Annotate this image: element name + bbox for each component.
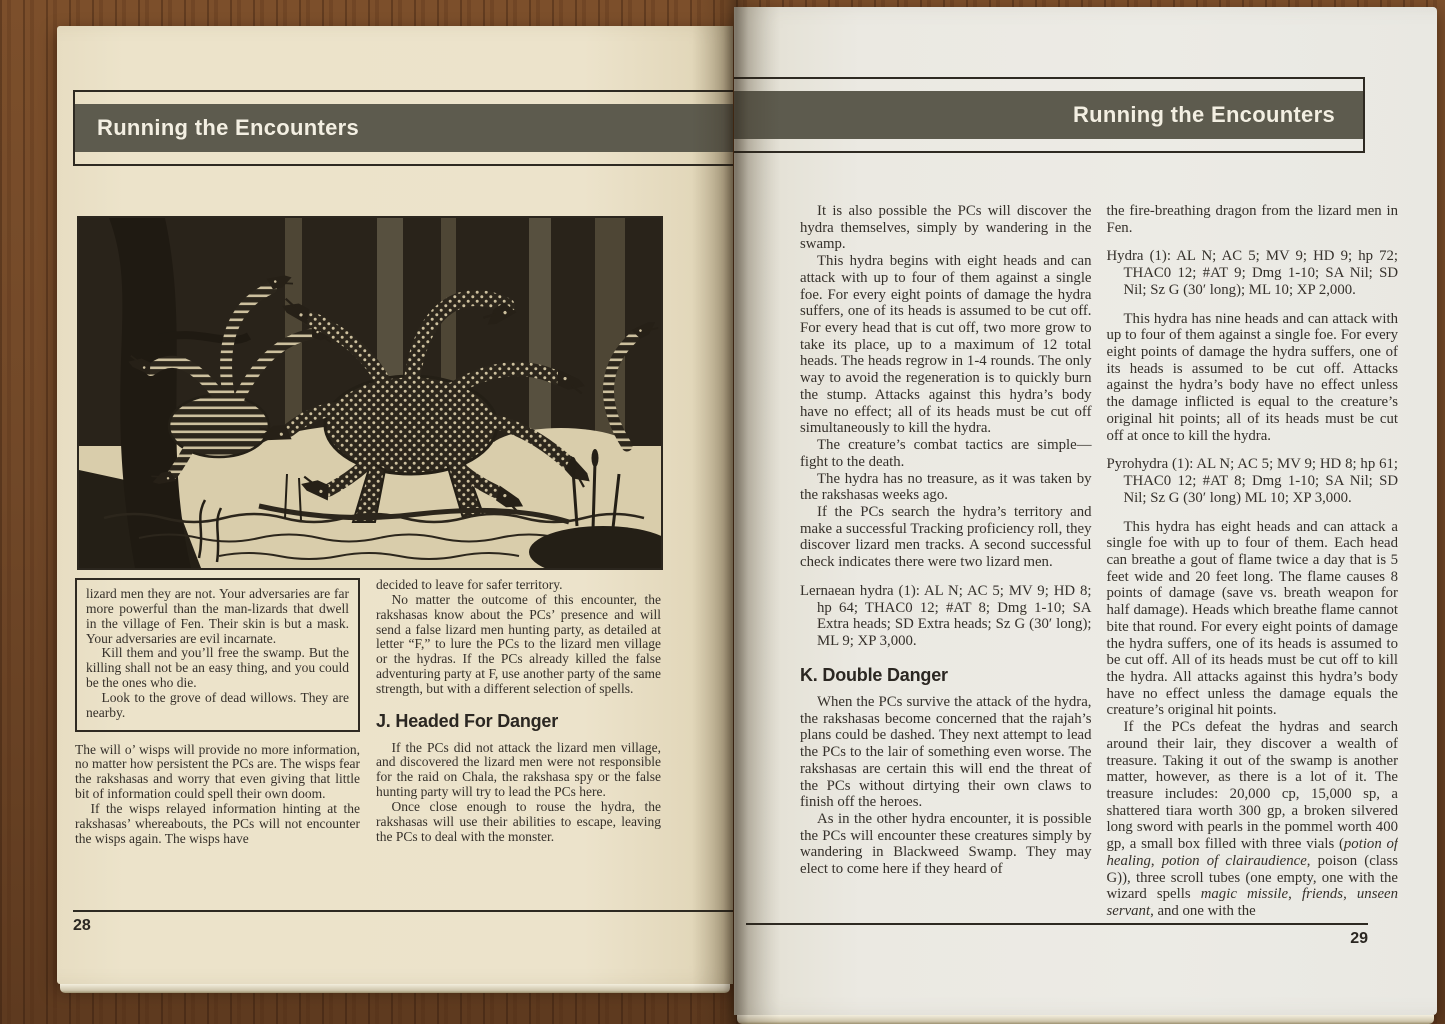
body-paragraph: The hydra has no treasure, as it was taken by the rakshasas weeks ago. xyxy=(800,470,1092,504)
right-page-column-1 xyxy=(800,203,1092,919)
right-page-header-band xyxy=(734,77,1365,153)
running-heading-right: Running the Encounters xyxy=(1072,102,1335,127)
body-paragraph: The creature’s combat tactics are simple—fight to the death. xyxy=(800,437,1092,470)
hydra-illustration-svg xyxy=(79,218,661,568)
left-page-column-1 xyxy=(75,578,360,908)
body-paragraph: If the wisps relayed information hinting at the rakshasas’ whereabouts, the PCs will not encounter the wisps again. The wisps have xyxy=(75,800,360,846)
left-page xyxy=(57,26,733,984)
body-paragraph: If the PCs did not attack the lizard men village, and discovered the lizard men were not responsible for the raid on Chala, the rakshasa spy or the false hunting party will try to lead the PCs here. xyxy=(376,739,661,800)
body-paragraph: No matter the outcome of this encounter, the rakshasas know about the PCs’ presence and will send a false lizard men hunting party, as detailed at letter “F,” to lure the PCs to the lizard men village or the hydras. If the PCs already killed the false adventuring party at F, use another party of the same strength, but with a different selection of spells. xyxy=(376,591,661,696)
body-paragraph: If the PCs search the hydra’s territory and make a successful Tracking proficiency roll, they discover lizard men tracks. A second successful check indicates there were two lizard men. xyxy=(800,503,1092,571)
right-page-column-2 xyxy=(1107,203,1399,919)
body-paragraph-treasure: If the PCs defeat the hydras and search around their lair, they discover a wealth of treasure. Taking it out of the swamp is another matter, however, as there is a lot of it. The treasure includes: 20,000 cp, 15,000 sp, a shattered tiara worth 300 gp, a broken silvered long sword with pearls in the pommel worth 400 gp, a small box filled with three vials (potion of healing, potion of clairaudience, poison (class G)), three scroll tubes (one empty, one with the wizard spells magic missile, friends, unseen servant, and one with the xyxy=(1106,719,1398,919)
body-paragraph: the fire-breathing dragon from the lizard men in Fen. xyxy=(1106,203,1398,236)
body-paragraph: This hydra begins with eight heads and can attack with up to four of them against a single foe. For every eight points of damage the hydra suffers, one of its heads is assumed to be cut off. For every head that is cut off, two more grow to take its place, up to a maximum of 12 total heads. The heads regrow in 1-4 rounds. The only way to avoid the regeneration is to quickly burn the stump. Attacks against this hydra’s body have no effect; all of its heads must be cut off simultaneously to kill the hydra. xyxy=(800,253,1092,437)
box-paragraph: lizard men they are not. Your adversaries are far more powerful than the man-lizards that dwell in the village of Fen. Their skin is but a mask. Your adversaries are evil incarnate. xyxy=(86,586,349,646)
body-paragraph: It is also possible the PCs will discover the hydra themselves, simply by wandering in the swamp. xyxy=(800,203,1092,253)
section-heading-j: J. Headed For Danger xyxy=(376,710,559,731)
left-page-header-band xyxy=(73,90,733,166)
body-paragraph: The will o’ wisps will provide no more information, no matter how persistent the PCs are. The wisps fear the rakshasas and worry that even giving that little bit of information could spell their own doom. xyxy=(75,741,360,802)
body-paragraph: When the PCs survive the attack of the hydra, the rakshasas become concerned that the rajah’s plans could be dashed. They next attempt to lead the PCs to the lair of something even worse. The rakshasas are certain this will end the threat of the PCs without dirtying their own claws to finish off the heroes. xyxy=(800,694,1092,811)
stat-block-pyrohydra: Pyrohydra (1): AL N; AC 5; MV 9; HD 8; hp 61; THAC0 12; #AT 8; Dmg 1-10; SA Nil; SD Nil; Sz G (30′ long) ML 10; XP 3,000. xyxy=(1106,456,1398,506)
body-paragraph: This hydra has nine heads and can attack with up to four of them against a single foe. For every eight points of damage the hydra suffers, one of its heads is assumed to be cut off. Attacks against the hydra’s body have no effect unless the damage inflicted is equal to the creature’s original hit points; all of its heads must be cut off at once to kill the hydra. xyxy=(1106,310,1398,444)
header-band xyxy=(734,91,1363,139)
left-page-columns xyxy=(75,578,661,908)
page-number-right: 29 xyxy=(1350,930,1368,947)
left-page-column-2 xyxy=(376,578,661,908)
boxed-read-aloud-note xyxy=(75,578,360,732)
body-paragraph: This hydra has eight heads and can attack a single foe with up to four of them. Each head can breathe a gout of flame twice a day that is 5 feet wide and 20 feet long. The flame causes 8 points of damage (save vs. breath weapon for half damage). Heads which breathe flame cannot bite that round. For every eight points of damage the hydra suffers, one of its heads is assumed to be cut off. All of its heads must be cut off to kill the hydra. All attacks against this hydra’s body have no effect unless the damage equals the creature’s original hit points. xyxy=(1106,518,1398,719)
body-paragraph: Once close enough to rouse the hydra, the rakshasas will use their abilities to escape, leaving the PCs to deal with the monster. xyxy=(376,798,661,844)
body-paragraph: As in the other hydra encounter, it is possible the PCs will encounter these creatures simply by wandering in Blackweed Swamp. They may elect to come here if they heard of xyxy=(800,811,1092,878)
right-page-footer xyxy=(746,923,1368,948)
page-number-left: 28 xyxy=(73,917,91,934)
stat-block-lernaean-hydra: Lernaean hydra (1): AL N; AC 5; MV 9; HD 8; hp 64; THAC0 12; #AT 8; Dmg 1-10; SA Extra heads; SD Extra heads; Sz G (30′ long); ML 9; XP 3,000. xyxy=(800,582,1092,649)
stat-block-hydra: Hydra (1): AL N; AC 5; MV 9; HD 9; hp 72; THAC0 12; #AT 9; Dmg 1-10; SA Nil; SD Nil; Sz G (30′ long); ML 10; XP 2,000. xyxy=(1106,248,1398,298)
hydra-swamp-illustration xyxy=(77,216,663,570)
right-page xyxy=(734,7,1437,1015)
left-page-footer xyxy=(73,910,733,935)
right-page-columns xyxy=(800,203,1398,919)
box-paragraph: Look to the grove of dead willows. They are nearby. xyxy=(86,689,349,720)
body-paragraph: decided to leave for safer territory. xyxy=(376,578,563,592)
box-paragraph: Kill them and you’ll free the swamp. But the killing shall not be an easy thing, and you could be the ones who die. xyxy=(86,645,349,691)
section-heading-k: K. Double Danger xyxy=(800,664,948,685)
header-band xyxy=(75,104,733,152)
running-heading-left: Running the Encounters xyxy=(97,115,360,140)
